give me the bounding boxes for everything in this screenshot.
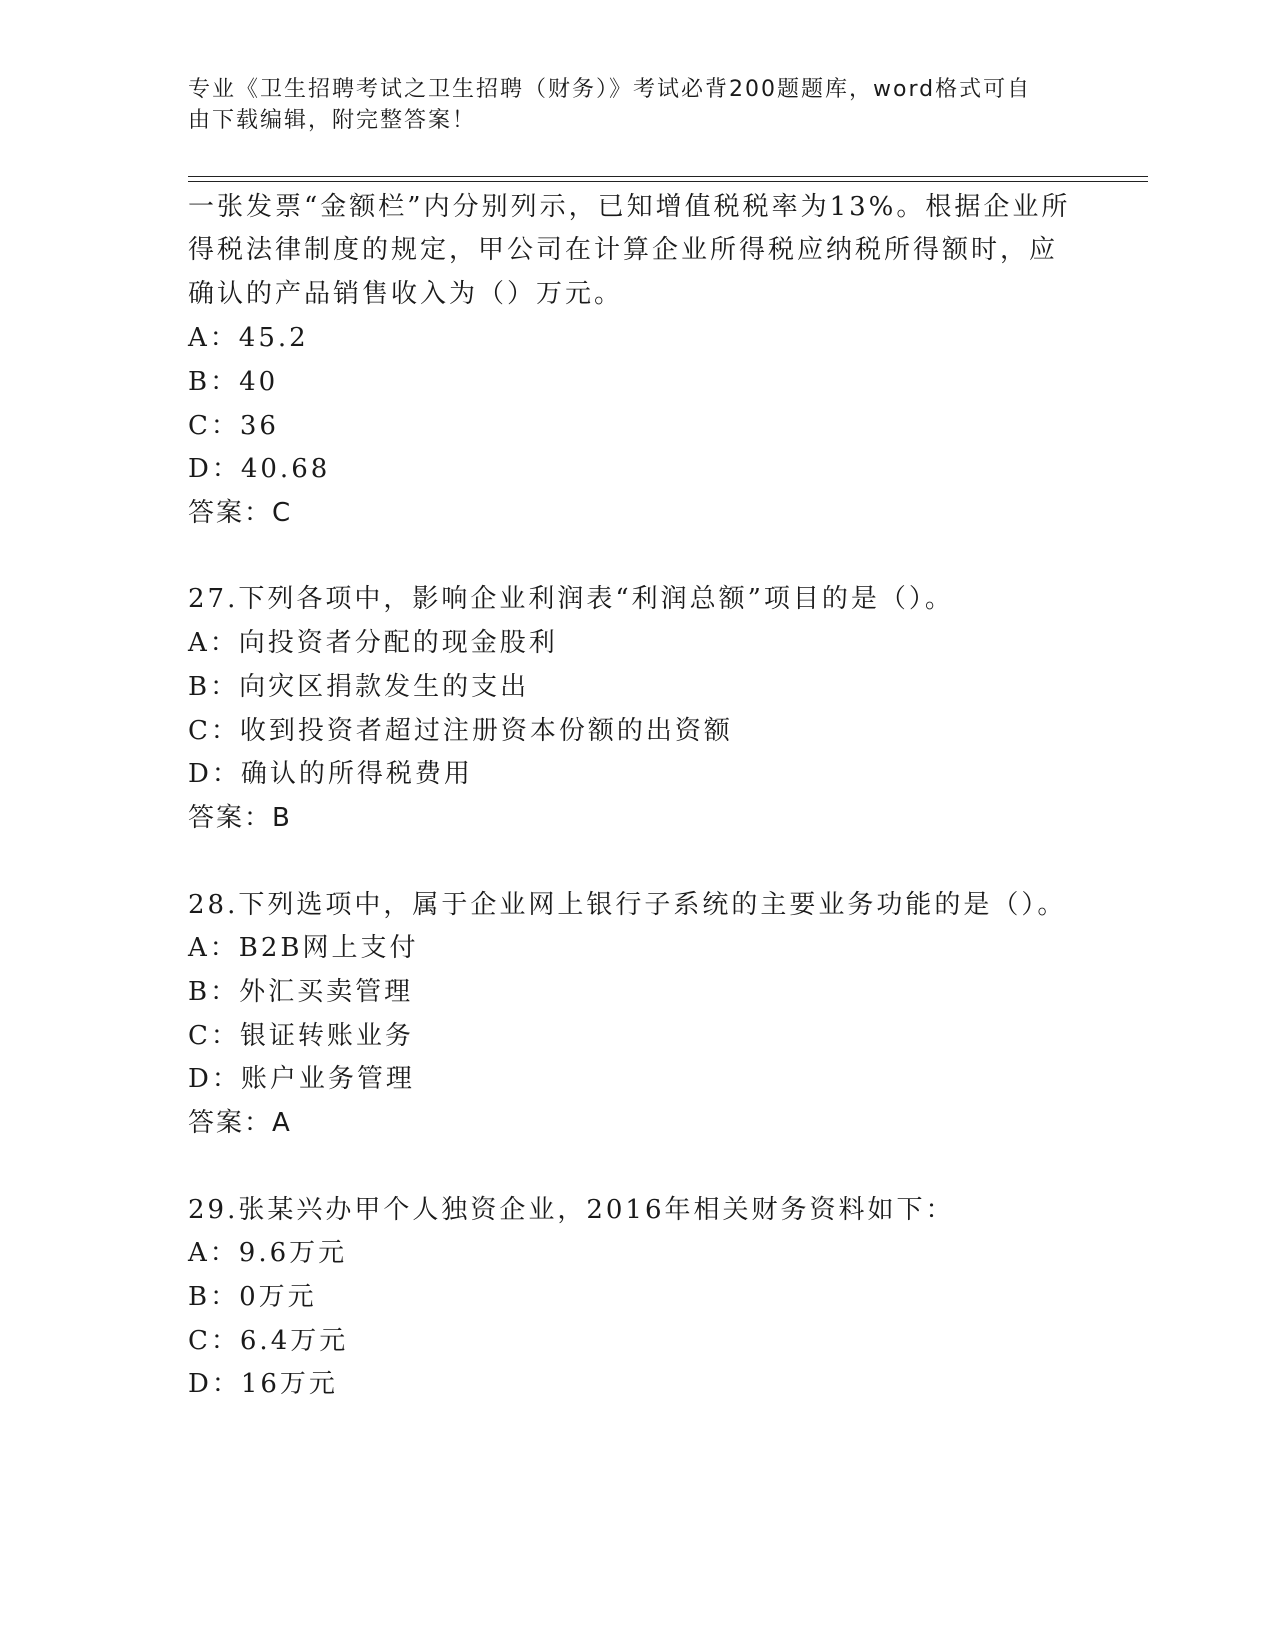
q26-option-c: C：36 — [188, 411, 279, 441]
q26-stem-line-1: 一张发票“金额栏”内分别列示，已知增值税税率为13%。根据企业所 — [188, 192, 1071, 222]
q29-option-b: B：0万元 — [188, 1282, 317, 1312]
q27-option-a: A：向投资者分配的现金股利 — [188, 628, 558, 658]
q29-option-d: D：16万元 — [188, 1369, 338, 1399]
header-line-2: 由下载编辑，附完整答案！ — [188, 108, 477, 133]
q26-stem-line-2: 得税法律制度的规定，甲公司在计算企业所得税应纳税所得额时，应 — [188, 235, 1059, 265]
q28-answer: 答案：A — [188, 1108, 292, 1138]
q28-option-b: B：外汇买卖管理 — [188, 977, 414, 1007]
q28-option-d: D：账户业务管理 — [188, 1064, 415, 1094]
q27-answer: 答案：B — [188, 803, 292, 833]
q28-option-c: C：银证转账业务 — [188, 1021, 414, 1051]
document-header — [188, 74, 1068, 136]
header-divider-bottom — [188, 181, 1148, 182]
q28-stem: 28.下列选项中，属于企业网上银行子系统的主要业务功能的是（）。 — [188, 890, 1067, 920]
header-divider-top — [188, 176, 1148, 177]
q27-stem: 27.下列各项中，影响企业利润表“利润总额”项目的是（）。 — [188, 584, 954, 614]
q26-option-b: B：40 — [188, 367, 279, 397]
q27-option-d: D：确认的所得税费用 — [188, 759, 473, 789]
q26-stem-line-3: 确认的产品销售收入为（）万元。 — [188, 279, 624, 309]
q27-option-c: C：收到投资者超过注册资本份额的出资额 — [188, 716, 733, 746]
q28-option-a: A：B2B网上支付 — [188, 933, 419, 963]
q29-option-a: A：9.6万元 — [188, 1238, 348, 1268]
q27-option-b: B：向灾区捐款发生的支出 — [188, 672, 530, 702]
q29-stem: 29.张某兴办甲个人独资企业，2016年相关财务资料如下： — [188, 1195, 955, 1225]
header-line-1: 专业《卫生招聘考试之卫生招聘（财务）》考试必背200题题库，word格式可自 — [188, 77, 1032, 102]
q26-answer: 答案：C — [188, 498, 293, 528]
q29-option-c: C：6.4万元 — [188, 1326, 349, 1356]
q26-option-a: A：45.2 — [188, 323, 309, 353]
q26-option-d: D：40.68 — [188, 454, 331, 484]
